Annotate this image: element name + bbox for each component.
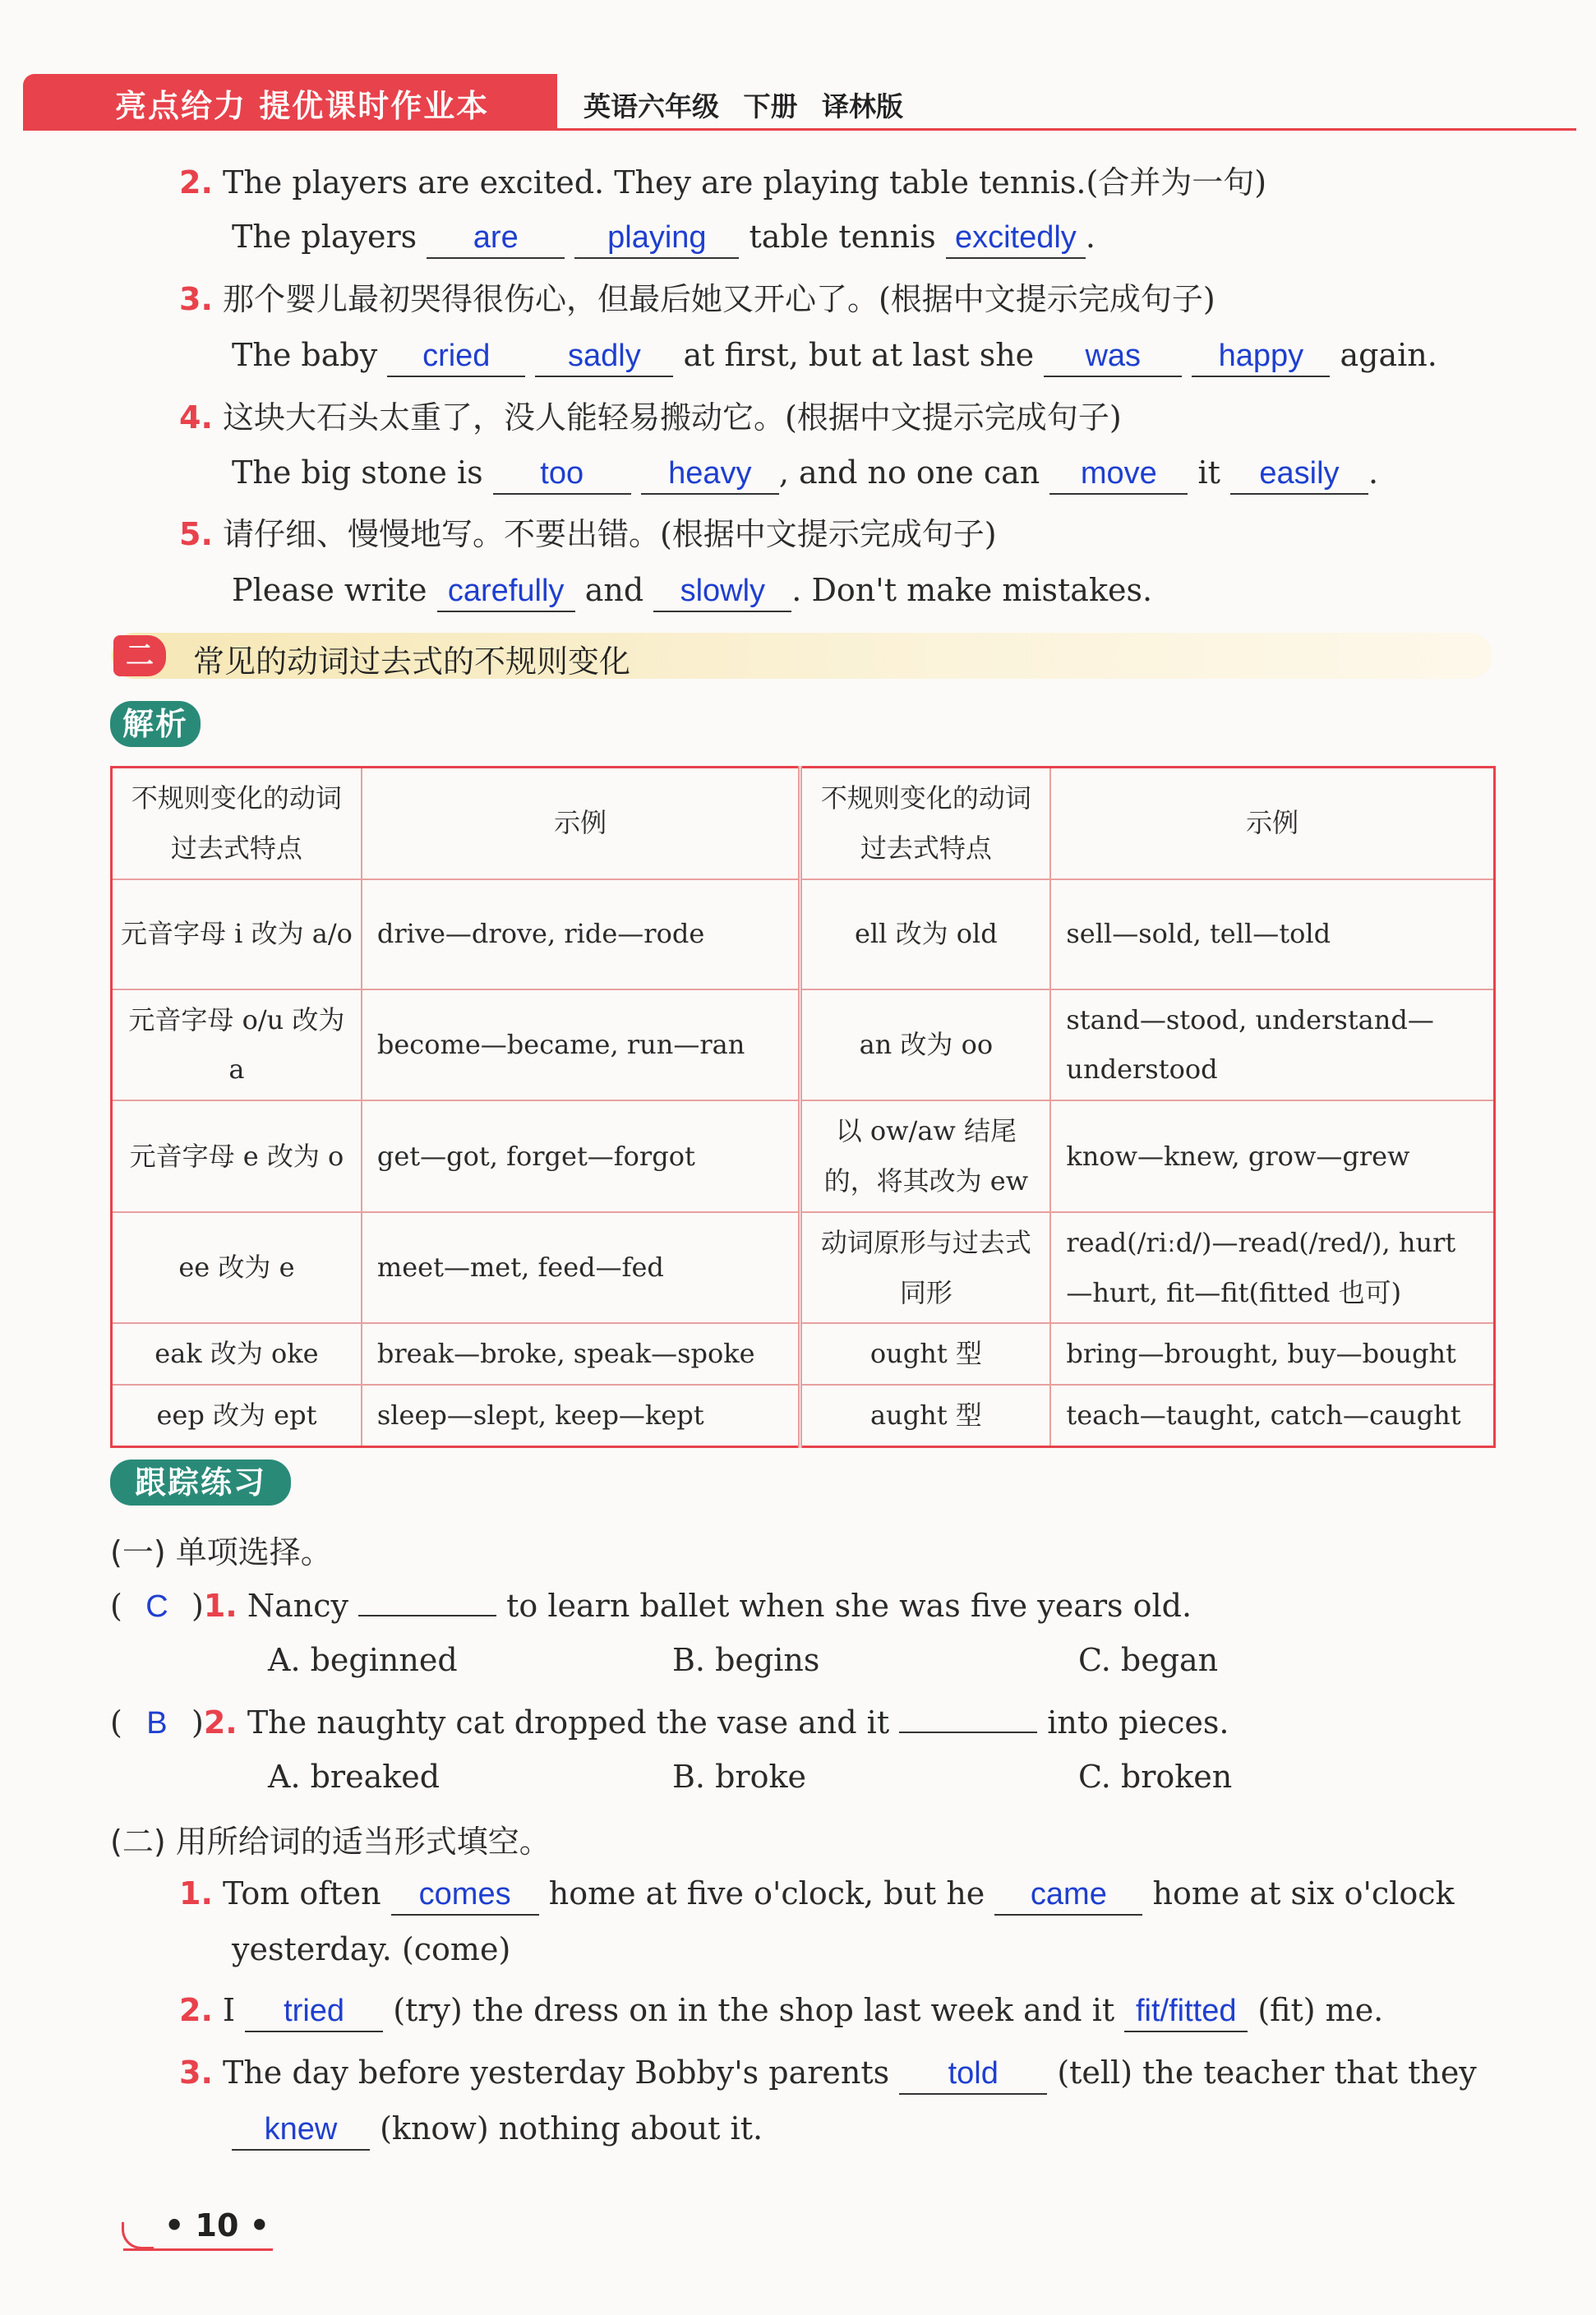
table-row — [112, 879, 1495, 989]
table-header-row — [112, 768, 1495, 879]
brand-title: 亮点给力 提优课时作业本 — [115, 88, 490, 124]
mc-option: C. began — [1078, 1642, 1219, 1678]
table-cell: sleep—slept, keep—kept — [362, 1385, 800, 1446]
answer-blank: heavy — [641, 455, 779, 495]
item-3-answer-line: The baby cried sadly at first, but at last she was happy again. — [232, 337, 1437, 377]
answer-blank: easily — [1230, 455, 1368, 495]
answer-blank: are — [427, 219, 565, 259]
fill-item-1: 1. Tom often comes home at five o'clock, but he came home at six o'clock — [179, 1875, 1455, 1916]
answer-blank: too — [493, 455, 631, 495]
table-cell: 元音字母 e 改为 o — [112, 1100, 362, 1212]
table-cell: teach—taught, catch—caught — [1050, 1385, 1494, 1446]
table-cell: 动词原形与过去式同形 — [800, 1212, 1051, 1324]
mc-question-1: ( C )1. Nancy to learn ballet when she was five years old. — [110, 1588, 1192, 1626]
mc-option: C. broken — [1078, 1759, 1233, 1795]
table-cell: drive—drove, ride—rode — [362, 879, 800, 989]
table-header-cell: 示例 — [362, 768, 800, 879]
answer-blank: comes — [391, 1876, 539, 1916]
mc-heading: (一) 单项选择。 — [110, 1534, 332, 1570]
table-row — [112, 1212, 1495, 1324]
table-cell: meet—met, feed—fed — [362, 1212, 800, 1324]
table-cell: know—knew, grow—grew — [1050, 1100, 1494, 1212]
table-cell: read(/riːd/)—read(/red/), hurt—hurt, fit—fit(fitted 也可) — [1050, 1212, 1494, 1324]
answer-blank: move — [1049, 455, 1188, 495]
table-cell: eak 改为 oke — [112, 1323, 362, 1385]
table-cell: break—broke, speak—spoke — [362, 1323, 800, 1385]
table-cell: aught 型 — [800, 1385, 1051, 1446]
table-cell: 以 ow/aw 结尾的，将其改为 ew — [800, 1100, 1051, 1212]
answer-blank: playing — [574, 219, 739, 259]
table-cell: sell—sold, tell—told — [1050, 879, 1494, 989]
table-row — [112, 989, 1495, 1101]
table-header-cell: 不规则变化的动词过去式特点 — [800, 768, 1051, 879]
table-cell: 元音字母 i 改为 a/o — [112, 879, 362, 989]
irregular-verbs-table — [110, 766, 1496, 1448]
answer-blank: happy — [1192, 338, 1330, 377]
footer-ornament — [122, 2222, 154, 2249]
table-cell: ell 改为 old — [800, 879, 1051, 989]
item-5-instruction: 5. 请仔细、慢慢地写。不要出错。(根据中文提示完成句子) — [179, 516, 997, 552]
answer-blank: fit/fitted — [1124, 1993, 1248, 2032]
answer-blank: told — [899, 2055, 1047, 2095]
table-cell: an 改为 oo — [800, 989, 1051, 1101]
mc-option: B. begins — [672, 1642, 820, 1678]
book-subtitle: 英语六年级 下册 译林版 — [584, 90, 903, 122]
fill-item-2: 2. I tried (try) the dress on in the shop last week and it fit/fitted (fit) me. — [179, 1992, 1383, 2032]
page-number: • 10 • — [164, 2207, 270, 2244]
mc-option: A. breaked — [268, 1759, 441, 1795]
answer-blank: came — [994, 1876, 1142, 1916]
item-5-answer-line: Please write carefully and slowly . Don't make mistakes. — [232, 572, 1152, 612]
table-header-cell: 不规则变化的动词过去式特点 — [112, 768, 362, 879]
table-row — [112, 1323, 1495, 1385]
fill-item-3: 3. The day before yesterday Bobby's parents told (tell) the teacher that they — [179, 2054, 1477, 2095]
answer-blank — [358, 1615, 496, 1616]
mc-option: B. broke — [672, 1759, 806, 1795]
practice-tag: 跟踪练习 — [110, 1460, 291, 1506]
answer-blank — [899, 1732, 1037, 1733]
answer-blank: was — [1044, 338, 1182, 377]
table-cell: ought 型 — [800, 1323, 1051, 1385]
table-cell: eep 改为 ept — [112, 1385, 362, 1446]
table-cell: bring—brought, buy—bought — [1050, 1323, 1494, 1385]
fill-item-3-continued: knew (know) nothing about it. — [232, 2110, 763, 2151]
answer-blank: excitedly — [946, 219, 1086, 259]
item-3-instruction: 3. 那个婴儿最初哭得很伤心，但最后她又开心了。(根据中文提示完成句子) — [179, 281, 1215, 317]
table-header-cell: 示例 — [1050, 768, 1494, 879]
table-row — [112, 1100, 1495, 1212]
answer-blank: sadly — [535, 338, 673, 377]
section-number-badge: 二 — [113, 635, 166, 676]
item-2-answer-line: The players are playing table tennis excitedly . — [232, 219, 1096, 259]
fill-heading: (二) 用所给词的适当形式填空。 — [110, 1824, 551, 1860]
table-cell: get—got, forget—forgot — [362, 1100, 800, 1212]
table-cell: stand—stood, understand—understood — [1050, 989, 1494, 1101]
answer-blank: carefully — [437, 573, 575, 612]
table-cell: become—became, run—ran — [362, 989, 800, 1101]
section-title: 常见的动词过去式的不规则变化 — [193, 643, 631, 680]
item-2-instruction: 2. The players are excited. They are playing table tennis.(合并为一句) — [179, 164, 1267, 201]
answer-blank: cried — [387, 338, 525, 377]
table-row — [112, 1385, 1495, 1446]
item-4-instruction: 4. 这块大石头太重了，没人能轻易搬动它。(根据中文提示完成句子) — [179, 399, 1122, 436]
mc-option: A. beginned — [268, 1642, 458, 1678]
mc-question-2: ( B )2. The naughty cat dropped the vase and it into pieces. — [110, 1704, 1229, 1743]
answer-blank: tried — [245, 1993, 383, 2032]
fill-item-1-continued: yesterday. (come) — [232, 1931, 511, 1967]
table-cell: ee 改为 e — [112, 1212, 362, 1324]
header-rule — [23, 128, 1576, 131]
item-4-answer-line: The big stone is too heavy , and no one can move it easily . — [232, 454, 1378, 495]
footer-rule — [123, 2248, 273, 2251]
answer-blank: knew — [232, 2111, 370, 2151]
answer-blank: slowly — [653, 573, 791, 612]
mc-answer: B — [146, 1706, 168, 1741]
table-cell: 元音字母 o/u 改为 a — [112, 989, 362, 1101]
analysis-tag: 解析 — [110, 701, 201, 747]
mc-answer: C — [145, 1589, 168, 1624]
header-banner-fold — [510, 74, 555, 128]
